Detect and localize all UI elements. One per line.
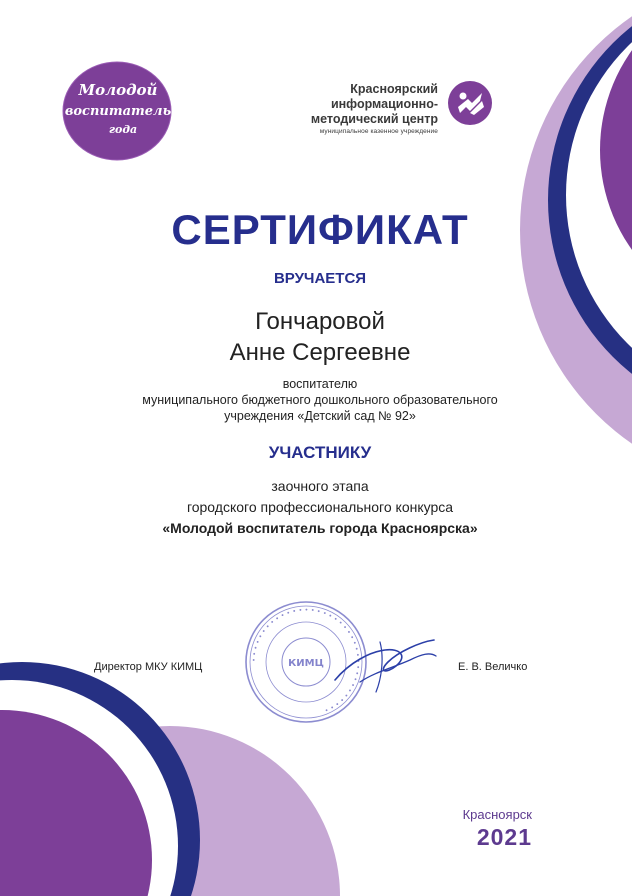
- kimc-line-1: Красноярский: [350, 82, 438, 96]
- recipient-name: [60, 306, 580, 368]
- recipient-name-line-2: Анне Сергеевне: [229, 339, 411, 366]
- kimc-line-3: методический центр: [310, 112, 438, 126]
- contest-line-1: заочного этапа: [271, 478, 369, 494]
- svg-text:✦: ✦: [164, 78, 170, 85]
- role-line-1: воспитателю: [282, 377, 358, 391]
- role-line-3: учреждения «Детский сад № 92»: [224, 409, 416, 423]
- svg-text:• • • • • • • • • • • • • • •: • • • • • • • • • • • • • • • • • • • • • • • • • • • • • • • • • • • • •: [249, 605, 363, 715]
- role-line-2: муниципального бюджетного дошкольного образовательного: [142, 393, 498, 407]
- kimc-logo-icon: [448, 81, 492, 125]
- footer-year: 2021: [476, 824, 532, 850]
- signer-name: Е. В. Величко: [458, 661, 528, 673]
- kimc-subtitle: муниципальное казенное учреждение: [319, 128, 438, 135]
- logo-line-1: Молодой: [78, 81, 158, 99]
- awarded-label: ВРУЧАЕТСЯ: [273, 270, 367, 287]
- logo-line-2: воспитатель: [64, 104, 172, 119]
- svg-text:✦: ✦: [157, 61, 168, 75]
- director-title: Директор МКУ КИМЦ: [94, 661, 203, 673]
- contest-line-2: городского профессионального конкурса: [186, 499, 454, 515]
- contest-description: [60, 476, 580, 539]
- recipient-name-line-1: Гончаровой: [255, 308, 385, 335]
- participant-label: УЧАСТНИКУ: [268, 443, 372, 462]
- kimc-line-2: информационно-: [330, 97, 438, 111]
- stamp-center-text: КИМЦ: [288, 658, 324, 669]
- footer-city: Красноярск: [462, 807, 532, 822]
- young-teacher-logo: [61, 58, 174, 161]
- director-signature: [330, 622, 440, 702]
- kimc-header-text: [272, 82, 438, 136]
- recipient-role: [60, 376, 580, 424]
- certificate-title: СЕРТИФИКАТ: [171, 206, 469, 253]
- contest-line-3: «Молодой воспитатель города Красноярска»: [162, 520, 478, 536]
- logo-line-3: года: [108, 123, 138, 136]
